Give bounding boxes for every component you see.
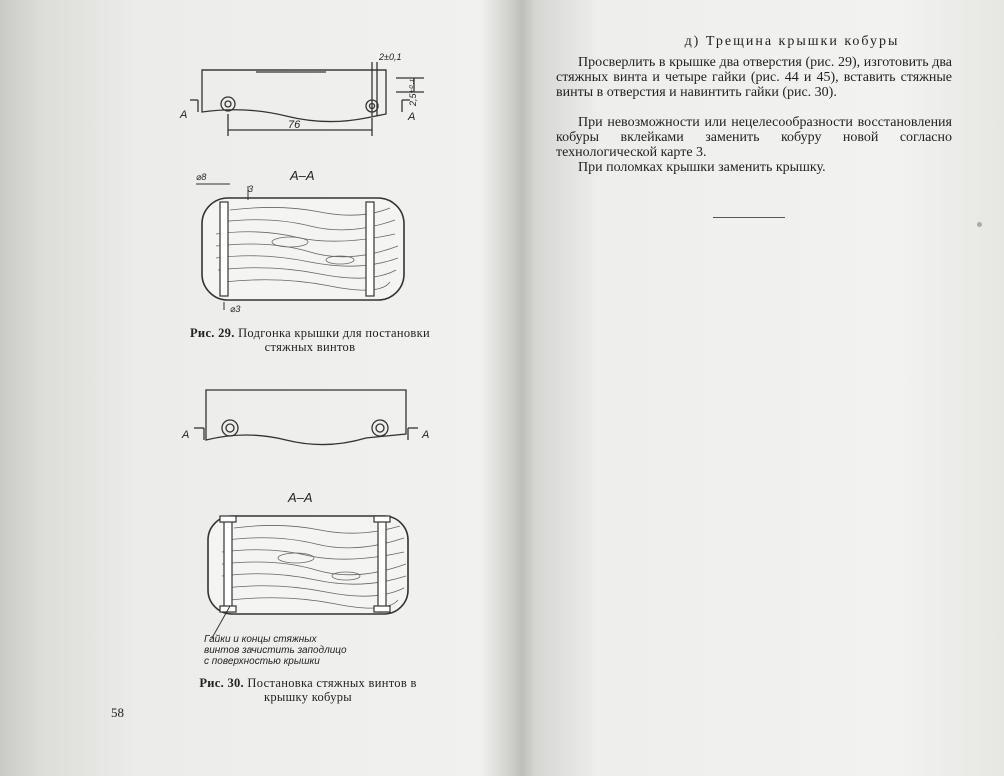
figure-29-section-view	[190, 164, 430, 314]
figure-29-caption-prefix: Рис. 29.	[190, 326, 235, 340]
figure-30-caption-text: Постановка стяжных винтов в крышку кобуры	[247, 676, 417, 704]
section-label: А–А	[288, 490, 313, 505]
figure-30-side-view	[176, 384, 438, 464]
dimension-depth: 3	[248, 184, 254, 194]
dimension-gap: 2±0,1	[379, 52, 402, 62]
figure-29-caption-text: Подгонка крышки для постановки стяжных винтов	[238, 326, 430, 354]
dimension-offset: 2,5⁺⁰·¹	[408, 79, 418, 106]
section-marker-right: А	[422, 429, 430, 441]
figure-30-caption-prefix: Рис. 30.	[199, 676, 244, 690]
dimension-diameter-small: ⌀3	[230, 304, 241, 314]
right-page	[522, 0, 1004, 776]
paragraph-1: Просверлить в крышке два отверстия (рис. 29), изготовить два стяжных винта и четыре гайки (рис. 44 и 45), вставить стяжные винты в отверстия и навинтить гайки (рис. 30).	[556, 55, 952, 100]
page-number: 58	[111, 705, 124, 720]
paragraph-2: При невозможности или нецелесообразности восстановления кобуры вклейками заменить кобуру новой согласно технологической карте 3.	[556, 115, 952, 160]
callout-line-1: Гайки и концы стяжных	[204, 634, 317, 645]
paper-spot	[977, 222, 982, 227]
dimension-length: 76	[288, 119, 301, 131]
figure-30-section-view	[200, 488, 420, 618]
section-heading: д) Трещина крышки кобуры	[684, 34, 900, 49]
figure-29-caption	[178, 326, 442, 354]
callout-line-3: с поверхностью крышки	[204, 656, 320, 667]
figure-29-side-view	[176, 48, 446, 148]
figure-30-callout	[204, 634, 347, 667]
section-label: А–А	[290, 168, 315, 183]
section-marker-left: А	[182, 429, 190, 441]
paragraph-3: При поломках крышки заменить крышку.	[578, 160, 826, 175]
dimension-diameter-large: ⌀8	[196, 172, 207, 182]
callout-line-2: винтов зачистить заподлицо	[204, 645, 347, 656]
figure-30-caption	[180, 676, 436, 704]
section-divider	[713, 217, 785, 218]
section-marker-left: A	[180, 109, 188, 121]
section-marker-right: A	[408, 111, 416, 123]
